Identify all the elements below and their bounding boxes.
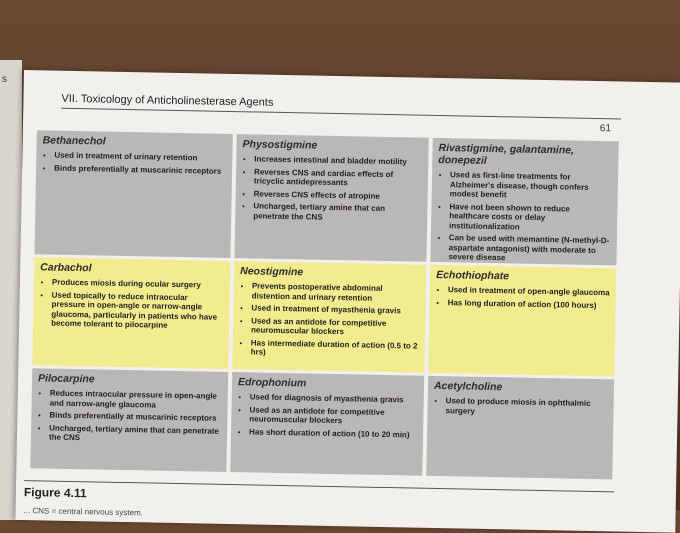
drug-cell	[34, 130, 232, 258]
margin-fragment: s	[2, 74, 7, 85]
drug-fact: • Reverses CNS effects of atropine	[254, 189, 422, 202]
drug-cell	[32, 257, 230, 369]
drug-facts	[436, 285, 610, 310]
figure-caption: ... CNS = central nervous system.	[23, 506, 143, 518]
drug-name: Edrophonium	[237, 376, 307, 390]
drug-facts	[433, 396, 607, 418]
drug-fact: • Can be used with memantine (N-methyl-D-aspartate antagonist) with moderate to severe disease	[448, 233, 611, 265]
drug-fact: • Used as an antidote for competitive neuromuscular blockers	[249, 405, 417, 427]
drug-fact: • Increases intestinal and bladder motility	[254, 154, 422, 167]
drug-name: Rivastigmine, galantamine, donepezil	[438, 141, 575, 167]
drug-fact: • Binds preferentially at muscarinic receptors	[49, 411, 221, 424]
drug-fact: • Used as first-line treatments for Alzheimer's disease, though confers modest benefit	[450, 170, 613, 202]
drug-cell	[30, 368, 228, 472]
figure-label: Figure 4.11	[23, 485, 87, 501]
drug-name: Acetylcholine	[433, 379, 503, 394]
drug-name: Neostigmine	[240, 265, 304, 279]
drug-fact: • Has long duration of action (100 hours)	[448, 298, 610, 311]
drug-facts	[239, 281, 420, 360]
drug-cell	[428, 265, 616, 377]
drug-facts	[241, 154, 422, 223]
drug-fact: • Reverses CNS and cardiac effects of tricyclic antidepressants	[254, 167, 422, 189]
drug-cell	[430, 138, 618, 266]
drug-name: Physostigmine	[242, 138, 318, 152]
drug-cell	[232, 261, 426, 373]
drug-cell	[426, 376, 614, 480]
page-header: VII. Toxicology of Anticholinesterase Agents	[61, 93, 621, 120]
drug-cell	[230, 372, 424, 476]
drug-fact: • Produces miosis during ocular surgery	[52, 278, 224, 291]
drug-facts	[237, 392, 418, 439]
drug-fact: • Used in treatment of myasthenia gravis	[251, 303, 419, 316]
drug-fact: • Reduces intraocular pressure in open-angle and narrow-angle glaucoma	[50, 389, 222, 411]
drug-fact: • Used as an antidote for competitive neuromuscular blockers	[251, 316, 419, 338]
book-page	[15, 70, 680, 533]
drug-fact: • Used in treatment of open-angle glaucoma	[448, 285, 610, 298]
drug-fact: • Has intermediate duration of action (0.5 to 2 hrs)	[251, 338, 419, 360]
drug-fact: • Used in treatment of urinary retention	[54, 151, 226, 164]
drug-facts	[39, 277, 224, 331]
drug-fact: • Uncharged, tertiary amine that can penetrate the CNS	[49, 423, 221, 445]
drug-fact: • Prevents postoperative abdominal distention and urinary retention	[252, 281, 420, 303]
drug-name: Carbachol	[40, 261, 92, 275]
drug-name: Echothiophate	[436, 268, 510, 283]
drug-name: Bethanechol	[42, 134, 106, 148]
page-number: 61	[599, 123, 612, 135]
drug-facts	[42, 150, 226, 176]
drug-fact: • Binds preferentially at muscarinic receptors	[54, 163, 226, 176]
drug-fact: • Has short duration of action (10 to 20 min)	[249, 427, 417, 440]
drug-fact: • Have not been shown to reduce healthcare costs or delay institutionalization	[449, 202, 612, 234]
drug-facts	[436, 170, 612, 265]
drug-fact: • Used topically to reduce intraocular pressure in open-angle or narrow-angle glaucoma, particularly in patients who have become tolerant to pilocarpine	[51, 290, 224, 331]
drug-table	[30, 130, 622, 477]
drug-facts	[37, 388, 222, 445]
drug-cell	[234, 134, 428, 262]
drug-fact: • Uncharged, tertiary amine that can penetrate the CNS	[253, 201, 421, 223]
drug-name: Pilocarpine	[37, 372, 95, 386]
drug-fact: • Used for diagnosis of myasthenia gravis	[250, 392, 418, 405]
figure-divider	[24, 480, 614, 492]
drug-fact: • Used to produce miosis in ophthalmic surgery	[445, 396, 607, 418]
